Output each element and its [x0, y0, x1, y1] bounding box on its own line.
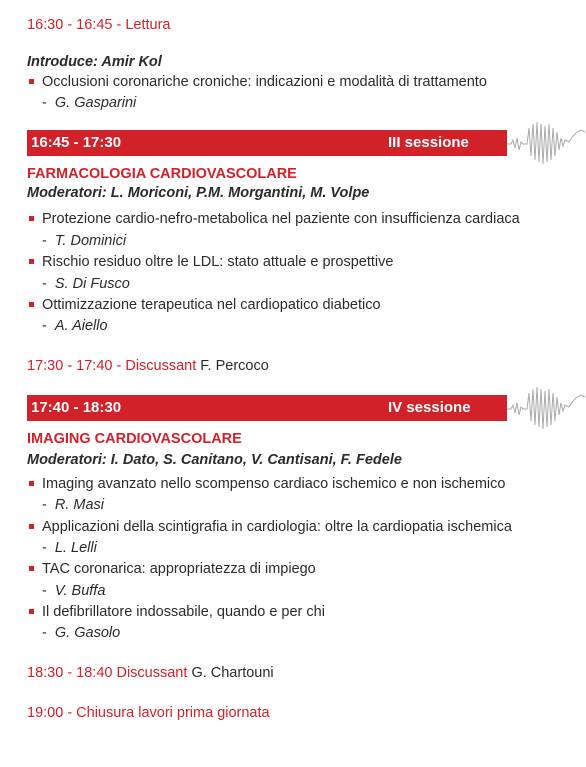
talk-speaker: - A. Aiello	[42, 318, 108, 334]
bullet-square-icon	[29, 79, 34, 84]
session-moderators: Moderatori: I. Dato, S. Canitano, V. Cantisani, F. Fedele	[27, 452, 402, 468]
bullet-square-icon	[29, 566, 34, 571]
talk-title: Occlusioni coronariche croniche: indicazioni e modalità di trattamento	[42, 74, 487, 90]
introducer: Introduce: Amir Kol	[27, 54, 162, 70]
session-time: 17:40 - 18:30	[31, 399, 122, 416]
talk-speaker: - G. Gasparini	[42, 95, 137, 111]
bullet-square-icon	[29, 259, 34, 264]
talk-speaker: - V. Buffa	[42, 583, 106, 599]
talk-title: Protezione cardio-nefro-metabolica nel paziente con insufficienza cardiaca	[42, 211, 520, 227]
session-bar	[27, 395, 507, 421]
bullet-square-icon	[29, 524, 34, 529]
discussant: 17:30 - 17:40 - Discussant F. Percoco	[27, 358, 269, 374]
talk-speaker: - T. Dominici	[42, 233, 127, 249]
talk-title: Il defibrillatore indossabile, quando e per chi	[42, 604, 325, 620]
talk-title: Rischio residuo oltre le LDL: stato attuale e prospettive	[42, 254, 394, 270]
bullet-square-icon	[29, 216, 34, 221]
lecture-time: 16:30 - 16:45 - Lettura	[27, 17, 171, 33]
bullet-square-icon	[29, 609, 34, 614]
talk-title: Applicazioni della scintigrafia in cardiologia: oltre la cardiopatia ischemica	[42, 519, 512, 535]
session-time: 16:45 - 17:30	[31, 134, 122, 151]
talk-title: Ottimizzazione terapeutica nel cardiopatico diabetico	[42, 297, 381, 313]
talk-speaker: - G. Gasolo	[42, 625, 121, 641]
bullet-square-icon	[29, 481, 34, 486]
heartbeat-icon	[507, 118, 586, 168]
discussant: 18:30 - 18:40 Discussant G. Chartouni	[27, 665, 274, 681]
session-title: IMAGING CARDIOVASCOLARE	[27, 431, 242, 447]
talk-speaker: - L. Lelli	[42, 540, 97, 556]
session-label: IV sessione	[388, 399, 471, 416]
talk-title: Imaging avanzato nello scompenso cardiaco ischemico e non ischemico	[42, 476, 506, 492]
session-bar	[27, 130, 507, 156]
bullet-square-icon	[29, 302, 34, 307]
session-title: FARMACOLOGIA CARDIOVASCOLARE	[27, 166, 297, 182]
heartbeat-icon	[507, 383, 586, 433]
talk-speaker: - S. Di Fusco	[42, 276, 130, 292]
session-label: III sessione	[388, 134, 469, 151]
talk-speaker: - R. Masi	[42, 497, 105, 513]
talk-title: TAC coronarica: appropriatezza di impiego	[42, 561, 316, 577]
session-moderators: Moderatori: L. Moriconi, P.M. Morgantini, M. Volpe	[27, 185, 370, 201]
closing-line: 19:00 - Chiusura lavori prima giornata	[27, 705, 270, 721]
